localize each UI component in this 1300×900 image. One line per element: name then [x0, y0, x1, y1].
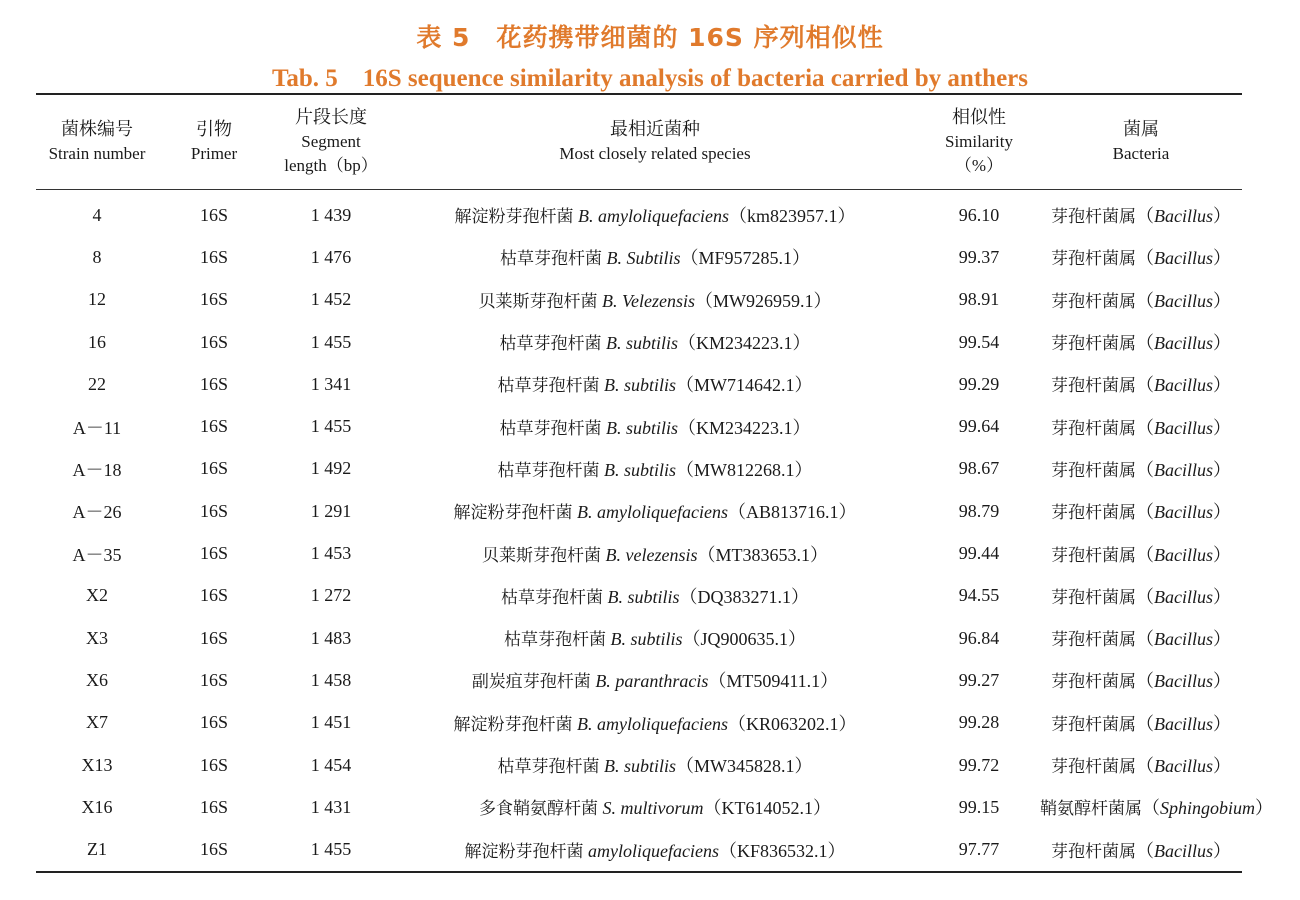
genus-close-paren: ） [1213, 756, 1231, 776]
genus-cell [1040, 575, 1242, 617]
species-genus-abbrev: B. [603, 375, 620, 396]
species-chinese-name: 枯草芽孢杆菌 [497, 460, 600, 481]
primer-cell: 16S [199, 373, 228, 394]
accession-number: （AB813716.1） [727, 502, 857, 523]
related-species-cell [392, 490, 918, 532]
similarity-cell: 99.72 [958, 754, 1000, 775]
accession-number: （MW812268.1） [676, 459, 813, 480]
genus-cell [1040, 405, 1242, 447]
species-genus-abbrev: B. [605, 333, 622, 354]
similarity-cell: 98.91 [958, 289, 1000, 310]
table-row [36, 321, 1242, 363]
species-genus-abbrev: B. [605, 417, 622, 438]
primer-cell: 16S [199, 416, 228, 437]
genus-close-paren: ） [1213, 629, 1231, 650]
primer-cell: 16S [199, 543, 228, 564]
genus-cell [1040, 828, 1242, 871]
header-primer-cn: 引物 [196, 119, 232, 140]
genus-open-paren: （ [1136, 417, 1154, 438]
species-latin-name: subtilis [630, 629, 683, 650]
genus-open-paren: （ [1136, 206, 1154, 227]
similarity-cell: 99.44 [958, 543, 1000, 564]
genus-cell [1040, 363, 1242, 405]
species-chinese-name: 副炭疽芽孢杆菌 [471, 672, 591, 693]
accession-number: （MW714642.1） [676, 375, 813, 396]
genus-latin-name: Bacillus [1154, 840, 1213, 861]
genus-chinese-name: 芽孢杆菌属 [1051, 207, 1136, 228]
header-length-cn: 片段长度 [295, 107, 367, 128]
genus-latin-name: Bacillus [1154, 756, 1213, 776]
accession-number: （KM234223.1） [678, 333, 811, 354]
table-row [36, 405, 1242, 447]
strain-number-cell: 12 [88, 289, 106, 310]
similarity-cell: 96.10 [958, 204, 1000, 225]
species-chinese-name: 解淀粉芽孢杆菌 [453, 503, 573, 524]
genus-cell [1040, 744, 1242, 786]
genus-chinese-name: 芽孢杆菌属 [1051, 757, 1136, 777]
header-length-en2: length（bp） [284, 156, 378, 175]
header-similarity-cn: 相似性 [952, 107, 1006, 128]
related-species-cell [392, 828, 918, 871]
species-genus-abbrev: B. [595, 671, 611, 692]
table-row [36, 448, 1242, 490]
genus-cell [1040, 702, 1242, 744]
similarity-cell: 99.54 [958, 331, 1000, 352]
primer-cell: 16S [199, 796, 228, 817]
species-genus-abbrev: B. [577, 502, 593, 523]
strain-number-cell: 16 [88, 331, 106, 352]
species-chinese-name: 枯草芽孢杆菌 [497, 376, 600, 397]
species-latin-name: subtilis [625, 333, 678, 354]
species-latin-name: Subtilis [626, 248, 681, 269]
strain-number-cell: X3 [86, 627, 108, 648]
table-title-chinese: 表 5 花药携带细菌的 16S 序列相似性 [416, 23, 884, 52]
genus-chinese-name: 芽孢杆菌属 [1051, 334, 1136, 355]
species-genus-abbrev: B. [606, 248, 622, 269]
genus-open-paren: （ [1136, 840, 1154, 861]
related-species-cell [392, 321, 918, 363]
header-genus [1040, 94, 1242, 190]
genus-chinese-name: 芽孢杆菌属 [1051, 291, 1136, 312]
related-species-cell [392, 448, 918, 490]
primer-cell: 16S [199, 458, 228, 479]
header-genus-en: Bacteria [1112, 144, 1170, 163]
table-title-english: Tab. 5 16S sequence similarity analysis of bacteria carried by anthers [271, 65, 1028, 92]
species-genus-abbrev: S. [602, 798, 616, 819]
related-species-cell [392, 405, 918, 447]
genus-close-paren: ） [1213, 502, 1231, 523]
related-species-cell [392, 575, 918, 617]
segment-length-cell: 1 476 [310, 246, 352, 267]
species-latin-name: Velezensis [622, 290, 695, 311]
genus-open-paren: （ [1136, 248, 1154, 269]
genus-latin-name: Bacillus [1154, 459, 1213, 480]
species-latin-name: subtilis [623, 756, 676, 776]
genus-open-paren: （ [1136, 502, 1154, 523]
genus-chinese-name: 芽孢杆菌属 [1051, 249, 1136, 270]
genus-close-paren: ） [1255, 798, 1274, 819]
genus-close-paren: ） [1213, 206, 1231, 227]
header-similarity [918, 94, 1040, 190]
species-latin-name: amyloliquefaciens [588, 840, 719, 861]
segment-length-cell: 1 454 [310, 754, 352, 775]
segment-length-cell: 1 458 [310, 669, 352, 690]
related-species-cell [392, 702, 918, 744]
genus-cell [1040, 786, 1274, 828]
genus-close-paren: ） [1213, 671, 1231, 692]
strain-number-cell: 4 [92, 204, 102, 225]
genus-latin-name: Bacillus [1154, 206, 1213, 227]
primer-cell: 16S [199, 585, 228, 606]
segment-length-cell: 1 341 [310, 373, 352, 394]
genus-chinese-name: 芽孢杆菌属 [1051, 460, 1136, 481]
genus-latin-name: Bacillus [1154, 375, 1213, 396]
genus-latin-name: Bacillus [1154, 248, 1213, 269]
genus-open-paren: （ [1136, 756, 1154, 776]
genus-chinese-name: 芽孢杆菌属 [1051, 672, 1136, 693]
strain-number-cell: X2 [86, 585, 108, 606]
genus-chinese-name: 芽孢杆菌属 [1051, 630, 1136, 651]
header-strain-cn: 菌株编号 [61, 119, 133, 140]
similarity-cell: 94.55 [958, 585, 1000, 606]
related-species-cell [392, 279, 918, 321]
species-latin-name: multivorum [620, 798, 704, 819]
header-segment-length [270, 94, 392, 190]
header-species-cn: 最相近菌种 [610, 119, 700, 140]
table-row [36, 236, 1242, 278]
table-row [36, 744, 1242, 786]
related-species-cell [392, 236, 918, 278]
genus-chinese-name: 芽孢杆菌属 [1051, 545, 1136, 566]
related-species-cell [392, 617, 918, 659]
genus-latin-name: Bacillus [1154, 629, 1213, 650]
species-latin-name: subtilis [627, 586, 680, 607]
primer-cell: 16S [199, 204, 228, 225]
related-species-cell [392, 786, 918, 828]
accession-number: （MT509411.1） [708, 671, 839, 692]
species-genus-abbrev: B. [603, 756, 620, 776]
segment-length-cell: 1 291 [310, 500, 352, 521]
species-latin-name: subtilis [623, 459, 676, 480]
similarity-cell: 99.27 [958, 669, 1000, 690]
related-species-cell [392, 532, 918, 574]
genus-close-paren: ） [1213, 459, 1231, 480]
similarity-cell: 99.28 [958, 712, 1000, 733]
header-species-en: Most closely related species [559, 144, 751, 163]
genus-cell [1040, 490, 1242, 532]
primer-cell: 16S [199, 754, 228, 775]
similarity-cell: 99.64 [958, 416, 1000, 437]
primer-cell: 16S [199, 331, 228, 352]
table-row [36, 786, 1242, 828]
segment-length-cell: 1 455 [310, 416, 352, 437]
header-similarity-en2: （%） [954, 156, 1004, 175]
genus-open-paren: （ [1136, 459, 1154, 480]
species-chinese-name: 枯草芽孢杆菌 [503, 630, 606, 651]
strain-number-cell: Z1 [87, 839, 107, 860]
genus-cell [1040, 532, 1242, 574]
species-chinese-name: 枯草芽孢杆菌 [497, 757, 600, 777]
related-species-cell [392, 744, 918, 786]
segment-length-cell: 1 452 [310, 289, 352, 310]
species-genus-abbrev: B. [603, 459, 620, 480]
species-chinese-name: 解淀粉芽孢杆菌 [454, 207, 574, 228]
genus-open-paren: （ [1142, 798, 1160, 819]
species-chinese-name: 枯草芽孢杆菌 [499, 249, 602, 270]
table-row [36, 490, 1242, 532]
segment-length-cell: 1 431 [310, 796, 352, 817]
species-chinese-name: 贝莱斯芽孢杆菌 [478, 291, 598, 312]
genus-latin-name: Bacillus [1154, 713, 1213, 734]
table-row [36, 190, 1242, 237]
segment-length-cell: 1 439 [310, 204, 352, 225]
similarity-cell: 99.37 [958, 246, 1000, 267]
genus-close-paren: ） [1213, 417, 1231, 438]
genus-chinese-name: 芽孢杆菌属 [1051, 714, 1136, 735]
species-chinese-name: 枯草芽孢杆菌 [499, 334, 602, 355]
species-latin-name: velezensis [625, 544, 698, 565]
species-latin-name: subtilis [623, 375, 676, 396]
species-genus-abbrev: B. [578, 206, 594, 227]
species-latin-name: amyloliquefaciens [597, 713, 728, 734]
similarity-table [36, 93, 1274, 873]
segment-length-cell: 1 453 [310, 543, 352, 564]
header-primer [158, 94, 270, 190]
strain-number-cell: 8 [92, 246, 102, 267]
accession-number: （MT383653.1） [697, 544, 828, 565]
species-chinese-name: 贝莱斯芽孢杆菌 [482, 545, 601, 566]
accession-number: （km823957.1） [728, 206, 856, 227]
header-strain-en: Strain number [48, 144, 146, 163]
species-genus-abbrev: B. [602, 290, 618, 311]
segment-length-cell: 1 492 [310, 458, 352, 479]
species-genus-abbrev: B. [607, 586, 623, 607]
strain-number-cell: A－18 [72, 459, 122, 480]
species-latin-name: amyloliquefaciens [597, 502, 728, 523]
accession-number: （MW926959.1） [694, 290, 832, 311]
genus-latin-name: Sphingobium [1160, 798, 1256, 819]
species-chinese-name: 解淀粉芽孢杆菌 [464, 841, 584, 862]
strain-number-cell: X7 [86, 712, 108, 733]
species-genus-abbrev: B. [577, 713, 593, 734]
species-latin-name: amyloliquefaciens [598, 206, 729, 227]
header-row [36, 94, 1242, 190]
genus-latin-name: Bacillus [1154, 333, 1213, 354]
strain-number-cell: A－11 [72, 417, 122, 438]
similarity-cell: 99.29 [958, 373, 1000, 394]
genus-cell [1040, 448, 1242, 490]
genus-open-paren: （ [1136, 375, 1154, 396]
genus-open-paren: （ [1136, 671, 1154, 692]
related-species-cell [392, 190, 918, 237]
primer-cell: 16S [199, 289, 228, 310]
genus-latin-name: Bacillus [1154, 417, 1213, 438]
primer-cell: 16S [199, 500, 228, 521]
accession-number: （MF957285.1） [680, 248, 811, 269]
accession-number: （KM234223.1） [678, 417, 811, 438]
genus-chinese-name: 芽孢杆菌属 [1051, 587, 1136, 608]
strain-number-cell: X16 [81, 796, 113, 817]
similarity-cell: 99.15 [958, 796, 1000, 817]
species-latin-name: subtilis [625, 417, 678, 438]
header-genus-cn: 菌属 [1123, 119, 1159, 140]
species-genus-abbrev: B. [610, 629, 626, 650]
species-genus-abbrev: B. [605, 544, 621, 565]
segment-length-cell: 1 455 [310, 839, 352, 860]
genus-latin-name: Bacillus [1154, 544, 1213, 565]
genus-open-paren: （ [1136, 713, 1154, 734]
accession-number: （KR063202.1） [727, 713, 857, 734]
genus-chinese-name: 芽孢杆菌属 [1051, 418, 1136, 439]
segment-length-cell: 1 455 [310, 331, 352, 352]
genus-cell [1040, 236, 1242, 278]
genus-close-paren: ） [1213, 375, 1231, 396]
header-similarity-en1: Similarity [945, 132, 1013, 151]
table-row [36, 575, 1242, 617]
similarity-cell: 96.84 [958, 627, 1000, 648]
genus-chinese-name: 芽孢杆菌属 [1051, 376, 1136, 397]
species-chinese-name: 枯草芽孢杆菌 [499, 418, 602, 439]
primer-cell: 16S [199, 712, 228, 733]
similarity-cell: 98.67 [958, 458, 1000, 479]
genus-latin-name: Bacillus [1154, 502, 1213, 523]
genus-close-paren: ） [1213, 248, 1231, 269]
genus-cell [1040, 659, 1242, 701]
genus-cell [1040, 279, 1242, 321]
genus-chinese-name: 鞘氨醇杆菌属 [1040, 799, 1142, 820]
genus-open-paren: （ [1136, 586, 1154, 607]
strain-number-cell: A－35 [72, 544, 122, 565]
genus-cell [1040, 190, 1242, 237]
table-row [36, 532, 1242, 574]
segment-length-cell: 1 451 [310, 712, 352, 733]
species-chinese-name: 多食鞘氨醇杆菌 [479, 799, 598, 820]
species-chinese-name: 解淀粉芽孢杆菌 [453, 714, 573, 735]
genus-close-paren: ） [1213, 290, 1231, 311]
genus-open-paren: （ [1136, 629, 1154, 650]
table-row [36, 363, 1242, 405]
genus-cell [1040, 321, 1242, 363]
table-row [36, 659, 1242, 701]
strain-number-cell: A－26 [72, 502, 122, 523]
primer-cell: 16S [199, 669, 228, 690]
genus-open-paren: （ [1136, 544, 1154, 565]
genus-latin-name: Bacillus [1154, 671, 1213, 692]
species-latin-name: paranthracis [615, 671, 709, 692]
primer-cell: 16S [199, 839, 228, 860]
species-chinese-name: 枯草芽孢杆菌 [500, 587, 603, 608]
strain-number-cell: X6 [86, 669, 108, 690]
primer-cell: 16S [199, 246, 228, 267]
table-row [36, 828, 1242, 871]
genus-close-paren: ） [1213, 544, 1231, 565]
strain-number-cell: X13 [81, 754, 113, 775]
table-row [36, 617, 1242, 659]
accession-number: （KF836532.1） [718, 840, 846, 861]
accession-number: （MW345828.1） [676, 756, 813, 776]
genus-close-paren: ） [1213, 840, 1231, 861]
genus-close-paren: ） [1213, 333, 1231, 354]
genus-latin-name: Bacillus [1154, 586, 1213, 607]
header-primer-en: Primer [190, 144, 238, 163]
genus-close-paren: ） [1213, 586, 1231, 607]
accession-number: （JQ900635.1） [682, 629, 807, 650]
genus-chinese-name: 芽孢杆菌属 [1051, 841, 1136, 862]
genus-latin-name: Bacillus [1154, 290, 1213, 311]
segment-length-cell: 1 483 [310, 627, 352, 648]
genus-close-paren: ） [1213, 713, 1231, 734]
header-strain-number [36, 94, 158, 190]
segment-length-cell: 1 272 [310, 585, 352, 606]
genus-open-paren: （ [1136, 290, 1154, 311]
table-row [36, 279, 1242, 321]
table-row [36, 702, 1242, 744]
primer-cell: 16S [199, 627, 228, 648]
similarity-cell: 98.79 [958, 500, 1000, 521]
strain-number-cell: 22 [88, 373, 106, 394]
header-related-species [392, 94, 918, 190]
similarity-cell: 97.77 [958, 839, 1000, 860]
related-species-cell [392, 363, 918, 405]
related-species-cell [392, 659, 918, 701]
accession-number: （KT614052.1） [703, 798, 831, 819]
genus-cell [1040, 617, 1242, 659]
genus-open-paren: （ [1136, 333, 1154, 354]
header-length-en1: Segment [301, 132, 361, 151]
accession-number: （DQ383271.1） [679, 586, 809, 607]
genus-chinese-name: 芽孢杆菌属 [1051, 503, 1136, 524]
